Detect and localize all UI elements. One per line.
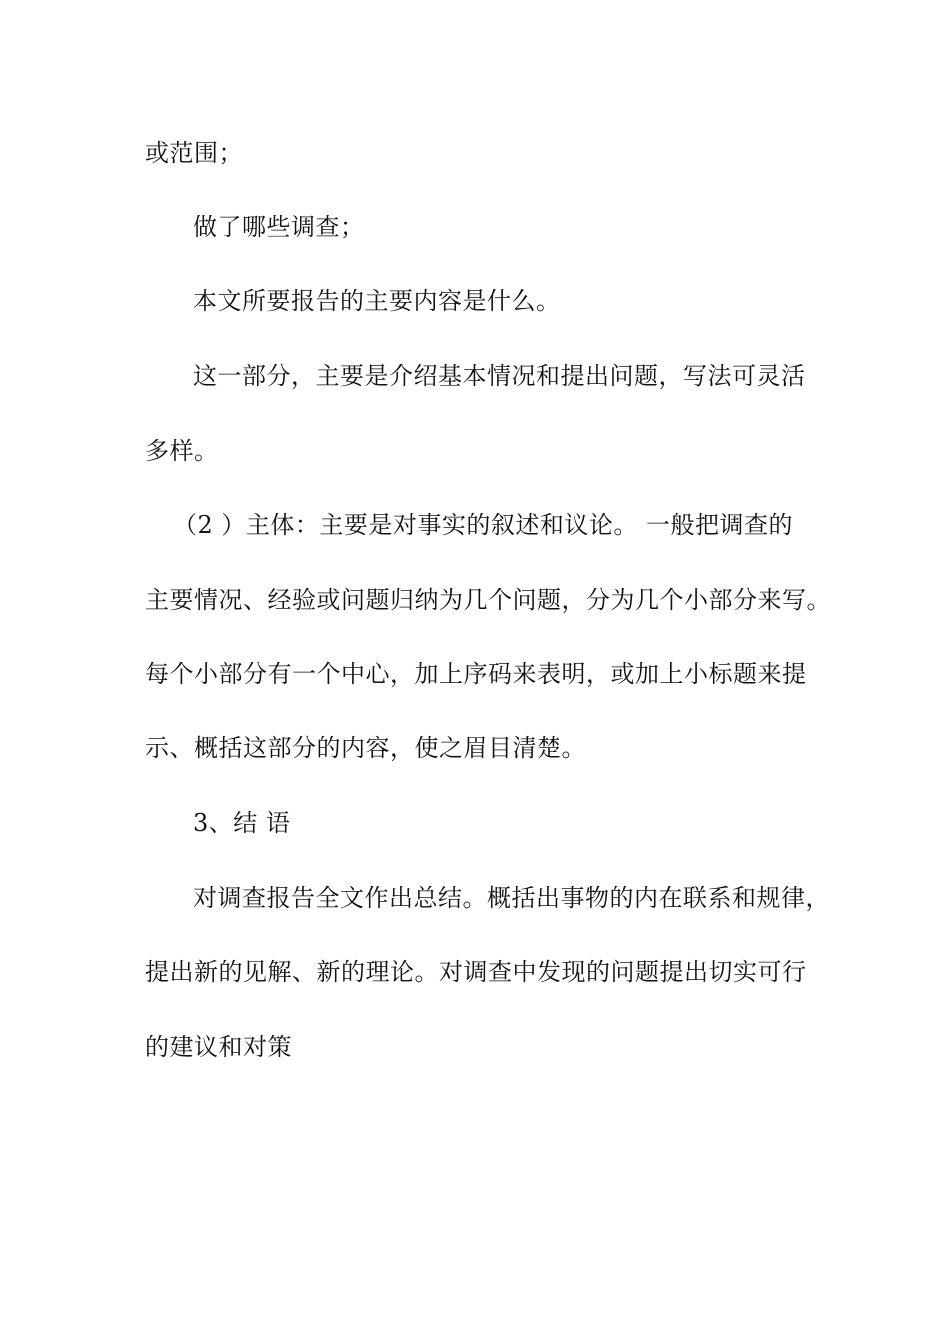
paragraph-line: 多样。: [145, 437, 219, 465]
paragraph-line: 每个小部分有一个中心，加上序码来表明，或加上小标题来提: [145, 660, 807, 688]
text-line: 本文所要报告的主要内容是什么。: [193, 287, 561, 315]
paragraph-line: 对调查报告全文作出总结。概括出事物的内在联系和规律，: [193, 884, 830, 912]
section-heading: 3、结 语: [193, 809, 291, 837]
paragraph-line: 这一部分，主要是介绍基本情况和提出问题，写法可灵活: [193, 362, 806, 390]
paragraph-line: 的建议和对策: [145, 1033, 292, 1061]
paragraph-line: 主要情况、经验或问题归纳为几个问题，分为几个小部分来写。: [145, 586, 831, 614]
text-line: 或范围；: [145, 139, 243, 167]
paragraph-line: 提出新的见解、新的理论。对调查中发现的问题提出切实可行: [145, 958, 807, 986]
section-heading-line: （2 ）主体：主要是对事实的叙述和议论。 一般把调查的: [173, 511, 794, 539]
text-line: 做了哪些调查；: [193, 213, 365, 241]
paragraph-line: 示、概括这部分的内容，使之眉目清楚。: [145, 734, 586, 762]
